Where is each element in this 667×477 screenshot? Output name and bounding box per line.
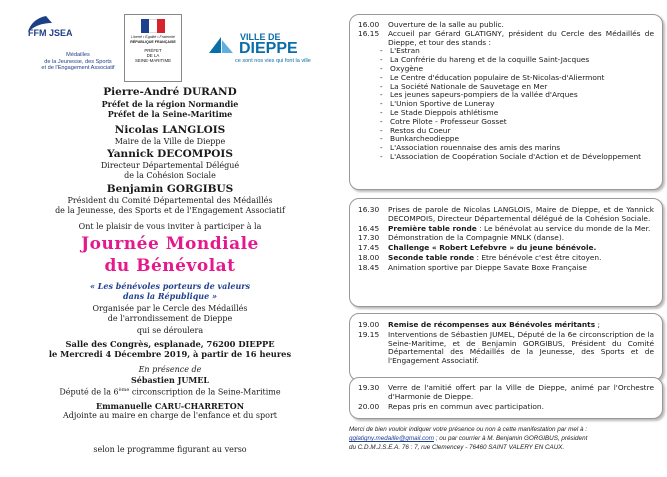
program-row	[350, 254, 662, 263]
program-row	[350, 321, 662, 330]
bullet-dash: -	[380, 63, 383, 73]
program-text	[388, 225, 662, 234]
program-box-1	[349, 14, 663, 190]
ffm-caption-line: Médailles	[66, 52, 90, 58]
ffm-jsea-logo	[22, 14, 134, 80]
program-time: 16.45	[358, 223, 380, 233]
host-name: Yannick DECOMPOIS	[107, 148, 233, 160]
program-highlight: Challenge « Robert Lefebvre » du jeune bénévole.	[388, 243, 597, 253]
program-row	[350, 264, 662, 273]
program-time: 17.30	[358, 233, 380, 243]
program-row	[350, 331, 662, 366]
program-row	[350, 234, 662, 243]
rsvp-line	[349, 434, 667, 443]
dieppe-sail-icon	[207, 35, 237, 55]
program-text: Ouverture de la salle au public.	[388, 20, 504, 29]
stand-name: L'Association rouennaise des amis des marins	[390, 143, 561, 153]
slogan-line: dans la République »	[123, 291, 217, 301]
dieppe-logo	[207, 32, 317, 72]
closing-line: selon le programme figurant au verso	[93, 445, 247, 454]
stand-name: La Société Nationale de Sauvetage en Mer	[390, 81, 548, 91]
program-box-2-rows	[350, 199, 662, 273]
program-text	[388, 384, 662, 402]
program-detail: : Etre bénévole c'est être citoyen.	[474, 252, 602, 262]
program-box-2	[349, 198, 663, 307]
host-1	[0, 86, 340, 119]
stand-name: Le Centre d'éducation populaire de St-Nicolas-d'Aliermont	[390, 72, 605, 82]
rsvp-email-link[interactable]: gglatigny.medaille@gmail.com	[349, 435, 435, 442]
stand-name: Cotre Pilote - Professeur Gosset	[390, 116, 507, 126]
program-time: 18.00	[358, 252, 380, 262]
program-detail: Démonstration de la Compagnie MNLK (danse).	[388, 233, 565, 243]
stand-name: Le Stade Dieppois athlétisme	[390, 107, 499, 117]
program-text	[388, 331, 662, 366]
program-row	[350, 384, 662, 402]
bullet-dash: -	[380, 151, 383, 161]
program-time: 18.45	[358, 262, 380, 272]
ffm-mark-text: FFM JSEA	[28, 28, 73, 38]
ffm-caption	[22, 52, 134, 72]
stand-list	[350, 47, 662, 161]
ffm-jsea-emblem	[22, 14, 73, 48]
host-role: Président du Comité Départemental des Médaillés	[67, 196, 273, 205]
venue: Salle des Congrès, esplanade, 76200 DIEPPE	[65, 339, 275, 349]
program-text	[388, 403, 662, 412]
program-time: 19.30	[358, 383, 380, 392]
stand-name: Les jeunes sapeurs-pompiers de la vallée d'Arques	[390, 90, 578, 100]
organizer-line: qui se déroulera	[136, 326, 204, 335]
stand-name: L'Union Sportive de Luneray	[390, 99, 495, 109]
ffm-caption-line: et de l'Engagement Associatif	[41, 65, 115, 72]
program-text	[388, 254, 662, 263]
prefet-line: SEINE-MARITIME	[134, 58, 172, 63]
dieppe-tagline: ce sont nos vies qui font la ville	[235, 58, 311, 64]
program-box-3	[349, 313, 663, 381]
program-detail: Animation sportive par Dieppe Savate Boxe Française	[388, 262, 587, 272]
guest-role-text: circonscription de la Seine-Maritime	[129, 387, 281, 397]
program-box-4-rows	[350, 378, 662, 411]
program-detail: : Le bénévolat au service du monde de la Mer.	[476, 223, 651, 233]
host-role: Préfet de la région Normandie	[101, 99, 239, 109]
host-2	[0, 124, 340, 147]
french-flag-icon	[141, 19, 165, 33]
program-row	[350, 244, 662, 253]
program-text	[388, 234, 662, 243]
host-role: Préfet de la Seine-Maritime	[107, 109, 233, 119]
ffm-caption-line: de la Jeunesse, des Sports	[44, 58, 112, 65]
program-row	[350, 206, 662, 224]
host-role: de la Cohésion Sociale	[124, 171, 216, 180]
dieppe-name: DIEPPE	[239, 40, 298, 57]
rsvp-footer	[349, 425, 667, 452]
program-text	[388, 321, 662, 330]
guest-role	[0, 385, 340, 398]
stand-name: Restos du Coeur	[390, 125, 451, 135]
program-detail: ;	[595, 320, 600, 329]
rsvp-text: ; ou par courrier à M. Benjamin GORGIBUS, président	[434, 435, 588, 442]
bullet-dash: -	[380, 143, 383, 153]
dieppe-ville-label: VILLE DE	[240, 32, 281, 42]
bullet-dash: -	[380, 90, 383, 100]
bullet-dash: -	[380, 81, 383, 91]
program-detail: Interventions de Sébastien JUMEL, Député de la 6e circonscription de la Seine-Maritime, et de Benjamin GORGIBUS, Président du Comité Départemental des Médaillés de la Jeunesse, des Sports et de l'Engagement Associatif.	[388, 329, 654, 366]
guest-role-sup: ème	[118, 387, 130, 393]
program-time: 19.15	[358, 329, 380, 339]
guest-role-text: Député de la 6	[59, 387, 119, 397]
organizer	[0, 304, 340, 336]
slogan-line: « Les bénévoles porteurs de valeurs	[90, 281, 250, 291]
guest-name: Sébastien JUMEL	[131, 375, 209, 385]
program-text	[388, 264, 662, 273]
program-detail: Prises de parole de Nicolas LANGLOIS, Maire de Dieppe, et de Yannick DECOMPOIS, Directeur Départemental délégué de la Cohésion Sociale.	[388, 205, 654, 223]
event-title-line2: du Bénévolat	[104, 256, 236, 276]
invite-line: Ont le plaisir de vous inviter à participer à la	[78, 222, 262, 231]
venue-block	[0, 339, 340, 359]
stand-name: L'Estran	[390, 46, 420, 56]
program-time: 16.15	[358, 28, 380, 38]
bullet-dash: -	[380, 125, 383, 135]
event-title-line1: Journée Mondiale	[81, 234, 259, 254]
stand-name: Bunkarcheodieppe	[390, 134, 460, 144]
bullet-dash: -	[380, 55, 383, 65]
guest-role: Adjointe au maire en charge de l'enfance et du sport	[62, 410, 277, 420]
program-time: 16.00	[358, 20, 380, 29]
bullet-dash: -	[380, 116, 383, 126]
program-text	[388, 244, 662, 253]
host-role: Maire de la Ville de Dieppe	[114, 137, 226, 146]
stand-item	[350, 153, 662, 162]
event-date: le Mercredi 4 Décembre 2019, à partir de 16 heures	[48, 349, 292, 359]
program-box-3-rows	[350, 314, 662, 366]
program-row	[350, 225, 662, 234]
program-time: 17.45	[358, 243, 380, 253]
program-highlight: Première table ronde	[388, 223, 477, 233]
host-role: de la Jeunesse, des Sports et de l'Engagement Associatif	[55, 206, 285, 215]
prefet-line: PRÉFET	[144, 48, 162, 53]
guest-name: Emmanuelle CARU-CHARRETON	[95, 400, 245, 411]
host-name: Benjamin GORGIBUS	[106, 183, 234, 195]
program-highlight: Seconde table ronde	[388, 252, 475, 262]
bullet-dash: -	[380, 134, 383, 144]
organizer-line: Organisée par le Cercle des Médaillés	[92, 304, 248, 313]
program-panel	[346, 0, 666, 477]
program-text: Accueil par Gérard GLATIGNY, président du Cercle des Médaillés de Dieppe, et tour des stands :	[388, 28, 654, 47]
guests	[0, 365, 340, 421]
prefet-motto: Liberté • Égalité • Fraternité	[131, 35, 175, 39]
program-highlight: Remise de récompenses aux Bénévoles méritants	[388, 320, 596, 329]
slogan	[0, 281, 340, 301]
bullet-dash: -	[380, 107, 383, 117]
program-text	[388, 206, 662, 224]
organizer-line: de l'arrondissement de Dieppe	[107, 314, 233, 323]
program-row	[350, 30, 662, 48]
prefet-logo	[124, 14, 182, 82]
stand-name: Oxygène	[390, 63, 424, 73]
logo-bar	[0, 0, 340, 80]
stand-name: La Confrérie du hareng et de la coquille Saint-Jacques	[390, 55, 590, 65]
host-role: Directeur Départemental Délégué	[100, 161, 240, 170]
prefet-line: DE LA	[146, 53, 160, 58]
host-name: Pierre-André DURAND	[103, 86, 237, 98]
program-box-4	[349, 377, 663, 419]
program-detail: Repas pris en commun avec participation.	[388, 401, 544, 411]
presence-label: En présence de	[138, 365, 202, 374]
bullet-dash: -	[380, 99, 383, 109]
program-time: 20.00	[358, 401, 380, 411]
program-row	[350, 403, 662, 412]
rsvp-line: du C.D.M.J.S.E.A. 76 : 7, rue Clemencey - 76460 SAINT VALERY EN CAUX.	[349, 444, 565, 451]
host-name: Nicolas LANGLOIS	[114, 124, 226, 136]
program-time: 19.00	[358, 320, 380, 329]
rsvp-line: Merci de bien vouloir indiquer votre présence ou non à cette manifestation par mel à :	[349, 426, 588, 433]
stand-name: L'Association de Coopération Sociale d'Action et de Développement	[390, 151, 642, 161]
program-detail: Verre de l'amitié offert par la Ville de Dieppe, animé par l'Orchestre d'Harmonie de Dieppe.	[388, 383, 654, 401]
host-3	[0, 148, 340, 181]
bullet-dash: -	[380, 72, 383, 82]
host-4	[0, 183, 340, 216]
prefet-republique: RÉPUBLIQUE FRANÇAISE	[130, 40, 176, 44]
program-time: 16.30	[358, 205, 380, 214]
bullet-dash: -	[380, 46, 383, 56]
